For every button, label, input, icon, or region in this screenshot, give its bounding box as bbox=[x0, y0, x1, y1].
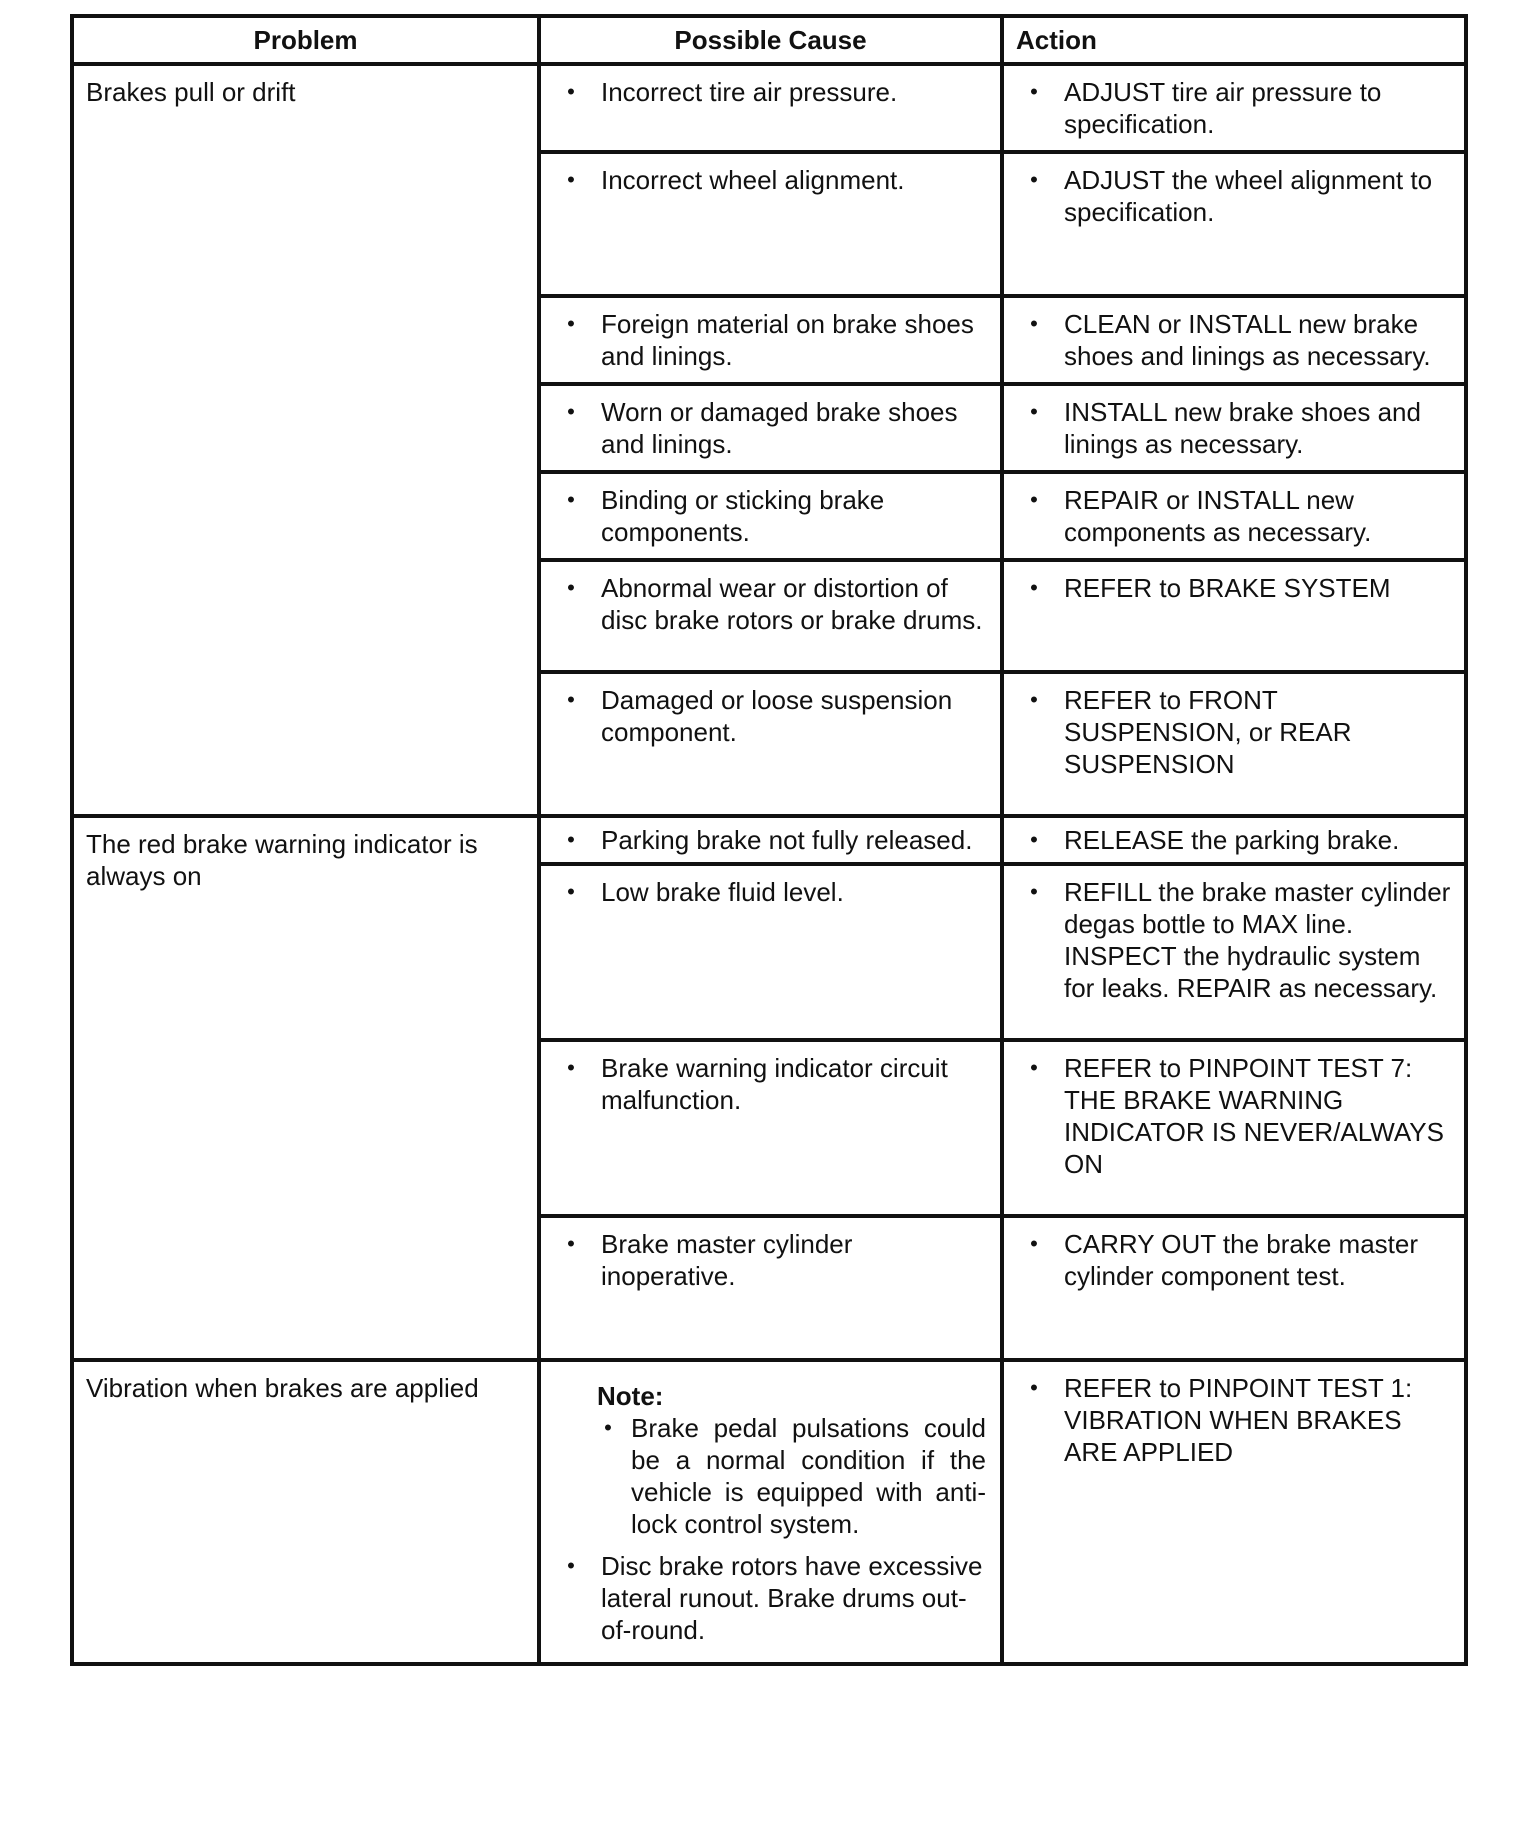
note-title: Note: bbox=[597, 1381, 664, 1411]
cause-text: Low brake fluid level. bbox=[601, 877, 844, 907]
action-text: REPAIR or INSTALL new components as necessary. bbox=[1064, 485, 1372, 547]
cause-cell bbox=[539, 1216, 1002, 1360]
action-cell bbox=[1002, 384, 1466, 472]
problem-cell: The red brake warning indicator is always on bbox=[72, 816, 539, 1360]
action-text: INSTALL new brake shoes and linings as necessary. bbox=[1064, 397, 1421, 459]
cause-text: Abnormal wear or distortion of disc brake rotors or brake drums. bbox=[601, 573, 983, 635]
bullet-icon: • bbox=[1030, 311, 1038, 336]
bullet-icon: • bbox=[1030, 167, 1038, 192]
action-text: ADJUST the wheel alignment to specification. bbox=[1064, 165, 1433, 227]
header-possible-cause: Possible Cause bbox=[539, 16, 1002, 64]
cause-text: Worn or damaged brake shoes and linings. bbox=[601, 397, 958, 459]
cause-cell bbox=[539, 672, 1002, 816]
action-cell bbox=[1002, 64, 1466, 152]
bullet-icon: • bbox=[567, 575, 575, 600]
action-cell bbox=[1002, 152, 1466, 296]
action-cell bbox=[1002, 1040, 1466, 1216]
bullet-icon: • bbox=[567, 827, 575, 852]
diagnosis-table bbox=[70, 14, 1468, 1666]
action-cell bbox=[1002, 472, 1466, 560]
cause-cell bbox=[539, 864, 1002, 1040]
bullet-icon: • bbox=[1030, 687, 1038, 712]
bullet-icon: • bbox=[1030, 487, 1038, 512]
bullet-icon: • bbox=[1030, 1231, 1038, 1256]
action-text: CLEAN or INSTALL new brake shoes and linings as necessary. bbox=[1064, 309, 1431, 371]
bullet-icon: • bbox=[567, 311, 575, 336]
table-row bbox=[72, 64, 1466, 152]
bullet-icon: • bbox=[567, 687, 575, 712]
bullet-icon: • bbox=[567, 487, 575, 512]
header-row bbox=[72, 16, 1466, 64]
bullet-icon: • bbox=[1030, 575, 1038, 600]
cause-cell bbox=[539, 64, 1002, 152]
bullet-icon: • bbox=[1030, 879, 1038, 904]
problem-cell: Vibration when brakes are applied bbox=[72, 1360, 539, 1664]
header-action: Action bbox=[1002, 16, 1466, 64]
action-cell bbox=[1002, 672, 1466, 816]
cause-cell bbox=[539, 152, 1002, 296]
action-text: REFER to BRAKE SYSTEM bbox=[1064, 573, 1391, 603]
action-text: REFER to PINPOINT TEST 1: VIBRATION WHEN BRAKES ARE APPLIED bbox=[1064, 1373, 1413, 1467]
action-cell bbox=[1002, 1360, 1466, 1664]
cause-cell bbox=[539, 472, 1002, 560]
cause-text: Parking brake not fully released. bbox=[601, 825, 973, 855]
bullet-icon: • bbox=[567, 1553, 575, 1578]
action-text: REFER to FRONT SUSPENSION, or REAR SUSPENSION bbox=[1064, 685, 1352, 779]
bullet-icon: • bbox=[567, 1231, 575, 1256]
action-text: CARRY OUT the brake master cylinder component test. bbox=[1064, 1229, 1419, 1291]
cause-text: Incorrect wheel alignment. bbox=[601, 165, 905, 195]
note-text: Brake pedal pulsations could be a normal condition if the vehicle is equipped with anti-lock control system. bbox=[631, 1413, 986, 1539]
action-cell bbox=[1002, 296, 1466, 384]
bullet-icon: • bbox=[1030, 827, 1038, 852]
bullet-icon: • bbox=[567, 1055, 575, 1080]
cause-cell bbox=[539, 296, 1002, 384]
action-text: RELEASE the parking brake. bbox=[1064, 825, 1400, 855]
cause-text: Foreign material on brake shoes and linings. bbox=[601, 309, 974, 371]
header-problem: Problem bbox=[72, 16, 539, 64]
cause-text: Binding or sticking brake components. bbox=[601, 485, 885, 547]
cause-text: Damaged or loose suspension component. bbox=[601, 685, 953, 747]
action-text: REFILL the brake master cylinder degas bottle to MAX line. INSPECT the hydraulic system for leaks. REPAIR as necessary. bbox=[1064, 877, 1451, 1003]
bullet-icon: • bbox=[1030, 1375, 1038, 1400]
cause-cell bbox=[539, 1360, 1002, 1664]
bullet-icon: • bbox=[1030, 1055, 1038, 1080]
cause-text: Brake master cylinder inoperative. bbox=[601, 1229, 853, 1291]
cause-text: Brake warning indicator circuit malfunction. bbox=[601, 1053, 948, 1115]
bullet-icon: • bbox=[567, 167, 575, 192]
action-cell bbox=[1002, 560, 1466, 672]
bullet-icon: • bbox=[567, 79, 575, 104]
action-text: REFER to PINPOINT TEST 7: THE BRAKE WARNING INDICATOR IS NEVER/ALWAYS ON bbox=[1064, 1053, 1444, 1179]
problem-cell: Brakes pull or drift bbox=[72, 64, 539, 816]
action-cell bbox=[1002, 1216, 1466, 1360]
bullet-icon: • bbox=[567, 399, 575, 424]
cause-cell bbox=[539, 1040, 1002, 1216]
cause-cell bbox=[539, 384, 1002, 472]
bullet-icon: • bbox=[567, 879, 575, 904]
action-cell bbox=[1002, 864, 1466, 1040]
bullet-icon: • bbox=[604, 1415, 612, 1440]
cause-cell bbox=[539, 816, 1002, 864]
action-text: ADJUST tire air pressure to specification. bbox=[1064, 77, 1382, 139]
table-row bbox=[72, 1360, 1466, 1664]
action-cell bbox=[1002, 816, 1466, 864]
cause-text: Incorrect tire air pressure. bbox=[601, 77, 898, 107]
bullet-icon: • bbox=[1030, 79, 1038, 104]
cause-text: Disc brake rotors have excessive lateral runout. Brake drums out-of-round. bbox=[601, 1551, 983, 1645]
table-row bbox=[72, 816, 1466, 864]
bullet-icon: • bbox=[1030, 399, 1038, 424]
cause-cell bbox=[539, 560, 1002, 672]
